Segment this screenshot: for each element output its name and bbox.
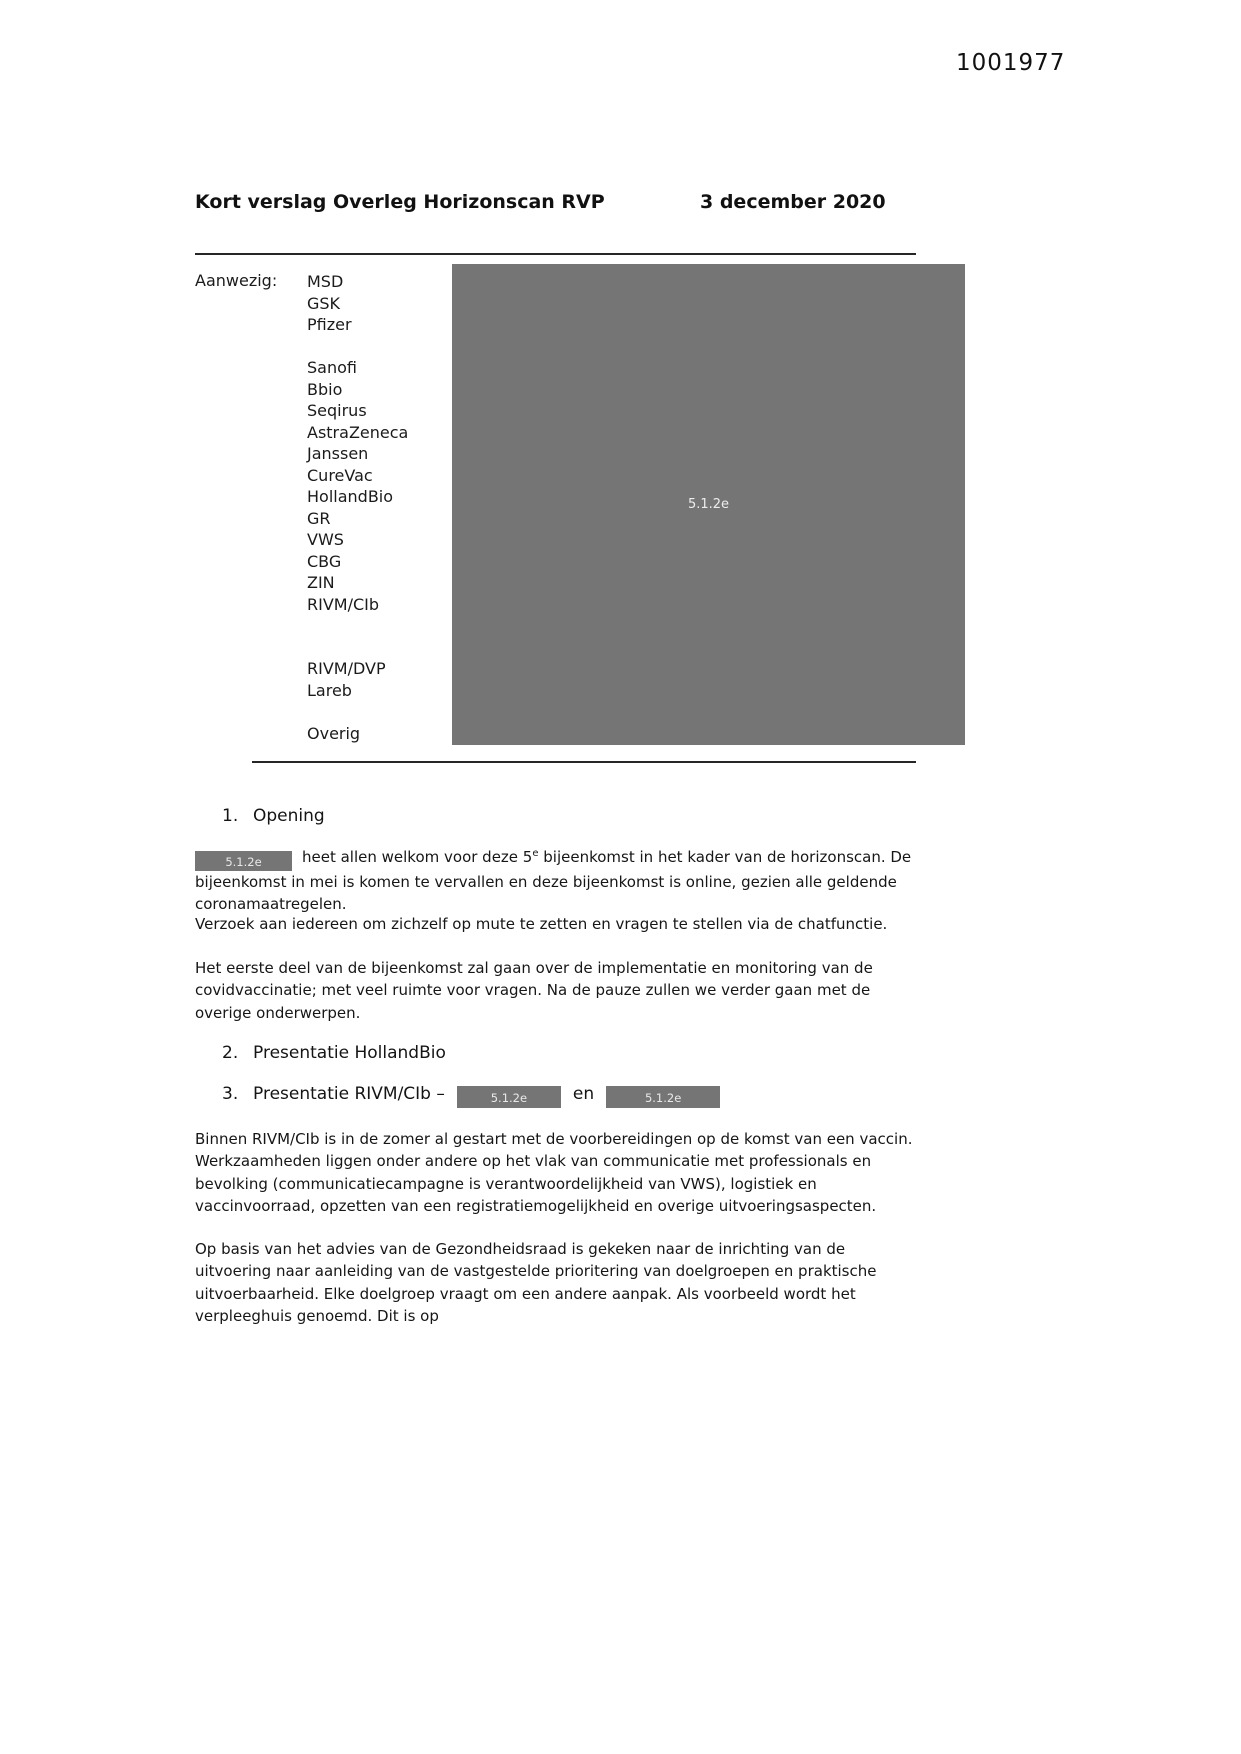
attendee-item: Pfizer (307, 315, 352, 334)
redaction-box-inline (606, 1086, 720, 1108)
attendee-item: RIVM/CIb (307, 594, 380, 614)
attendee-group (307, 357, 408, 615)
attendee-group (307, 271, 408, 336)
document-title: Kort verslag Overleg Horizonscan RVP (195, 191, 605, 213)
heading-text: Opening (253, 806, 325, 826)
attendee-item: GSK (307, 293, 341, 313)
section-heading-rivm (222, 1084, 720, 1108)
section-heading-hollandbio (222, 1043, 446, 1063)
heading-connector: en (572, 1084, 595, 1104)
attendee-item: HollandBio (307, 487, 394, 506)
attendee-item: Lareb (307, 680, 352, 700)
attendee-item: Seqirus (307, 401, 367, 420)
heading-number: 2. (222, 1043, 239, 1063)
attendee-item: ZIN (307, 573, 335, 592)
attendees-bottom-rule (252, 761, 916, 763)
redaction-label: 5.1.2e (490, 1091, 528, 1105)
attendee-item: GR (307, 508, 331, 528)
attendee-item: Janssen (307, 444, 369, 463)
redaction-box-inline (457, 1086, 561, 1108)
redaction-label: 5.1.2e (644, 1091, 682, 1105)
paragraph-health-council-advice: Op basis van het advies van de Gezondheidsraad is gekeken naar de inrichting van de uitvoering naar aanleiding van de vastgestelde prioritering van doelgroepen en praktische uitvoerbaarheid. Elke doelgroep vraagt om een andere aanpak. Als voorbeeld wordt het verpleeghuis genoemd. Dit is op (195, 1240, 877, 1325)
section-heading-opening (222, 806, 325, 826)
attendee-item: Bbio (307, 379, 343, 399)
paragraph-opening-welcome (195, 846, 915, 916)
header-rule (195, 253, 916, 255)
attendee-item: RIVM/DVP (307, 659, 386, 678)
paragraph-text: heet allen welkom voor deze 5 (302, 848, 533, 866)
heading-number: 3. (222, 1084, 239, 1104)
paragraph-rivm-preparations: Binnen RIVM/CIb is in de zomer al gestart met de voorbereidingen op de komst van een vaccin. Werkzaamheden liggen onder andere op het vlak van communicatie met professionals en bevolking (communicatiecampagne is verantwoordelijkheid van VWS), logistiek en vaccinvoorraad, opzetten van een registratiemogelijkheid en overige uitvoeringsaspecten. (195, 1130, 913, 1215)
attendee-item: MSD (307, 272, 344, 291)
redaction-box-inline (195, 851, 292, 871)
attendee-item: Overig (307, 723, 361, 743)
heading-number: 1. (222, 806, 239, 826)
attendee-item: CBG (307, 551, 342, 571)
heading-text: Presentatie HollandBio (253, 1043, 446, 1063)
superscript-e: e (532, 848, 539, 859)
document-date: 3 december 2020 (700, 191, 886, 213)
attendees-label: Aanwezig: (195, 271, 278, 290)
paragraph-meeting-agenda: Het eerste deel van de bijeenkomst zal gaan over de implementatie en monitoring van de covidvaccinatie; met veel ruimte voor vragen. Na de pauze zullen we verder gaan met de overige onderwerpen. (195, 959, 873, 1022)
attendee-item: VWS (307, 530, 344, 549)
redaction-label: 5.1.2e (687, 497, 730, 512)
attendee-group (307, 723, 408, 745)
attendee-item: CureVac (307, 465, 373, 485)
attendee-item: Sanofi (307, 358, 357, 377)
attendee-item: AstraZeneca (307, 422, 409, 442)
paragraph-text: bijeenkomst in het kader van de horizonscan. De bijeenkomst in mei is komen te vervallen en deze bijeenkomst is online, gezien alle geldende coronamaatregelen. (195, 848, 912, 914)
redaction-label: 5.1.2e (225, 855, 262, 869)
heading-text: Presentatie RIVM/CIb – (253, 1084, 445, 1104)
attendees-list (307, 271, 408, 744)
paragraph-mute-request: Verzoek aan iedereen om zichzelf op mute te zetten en vragen te stellen via de chatfunctie. (195, 915, 888, 933)
attendee-group (307, 658, 408, 701)
redaction-box-large (452, 264, 965, 745)
document-number: 1001977 (956, 50, 1066, 76)
